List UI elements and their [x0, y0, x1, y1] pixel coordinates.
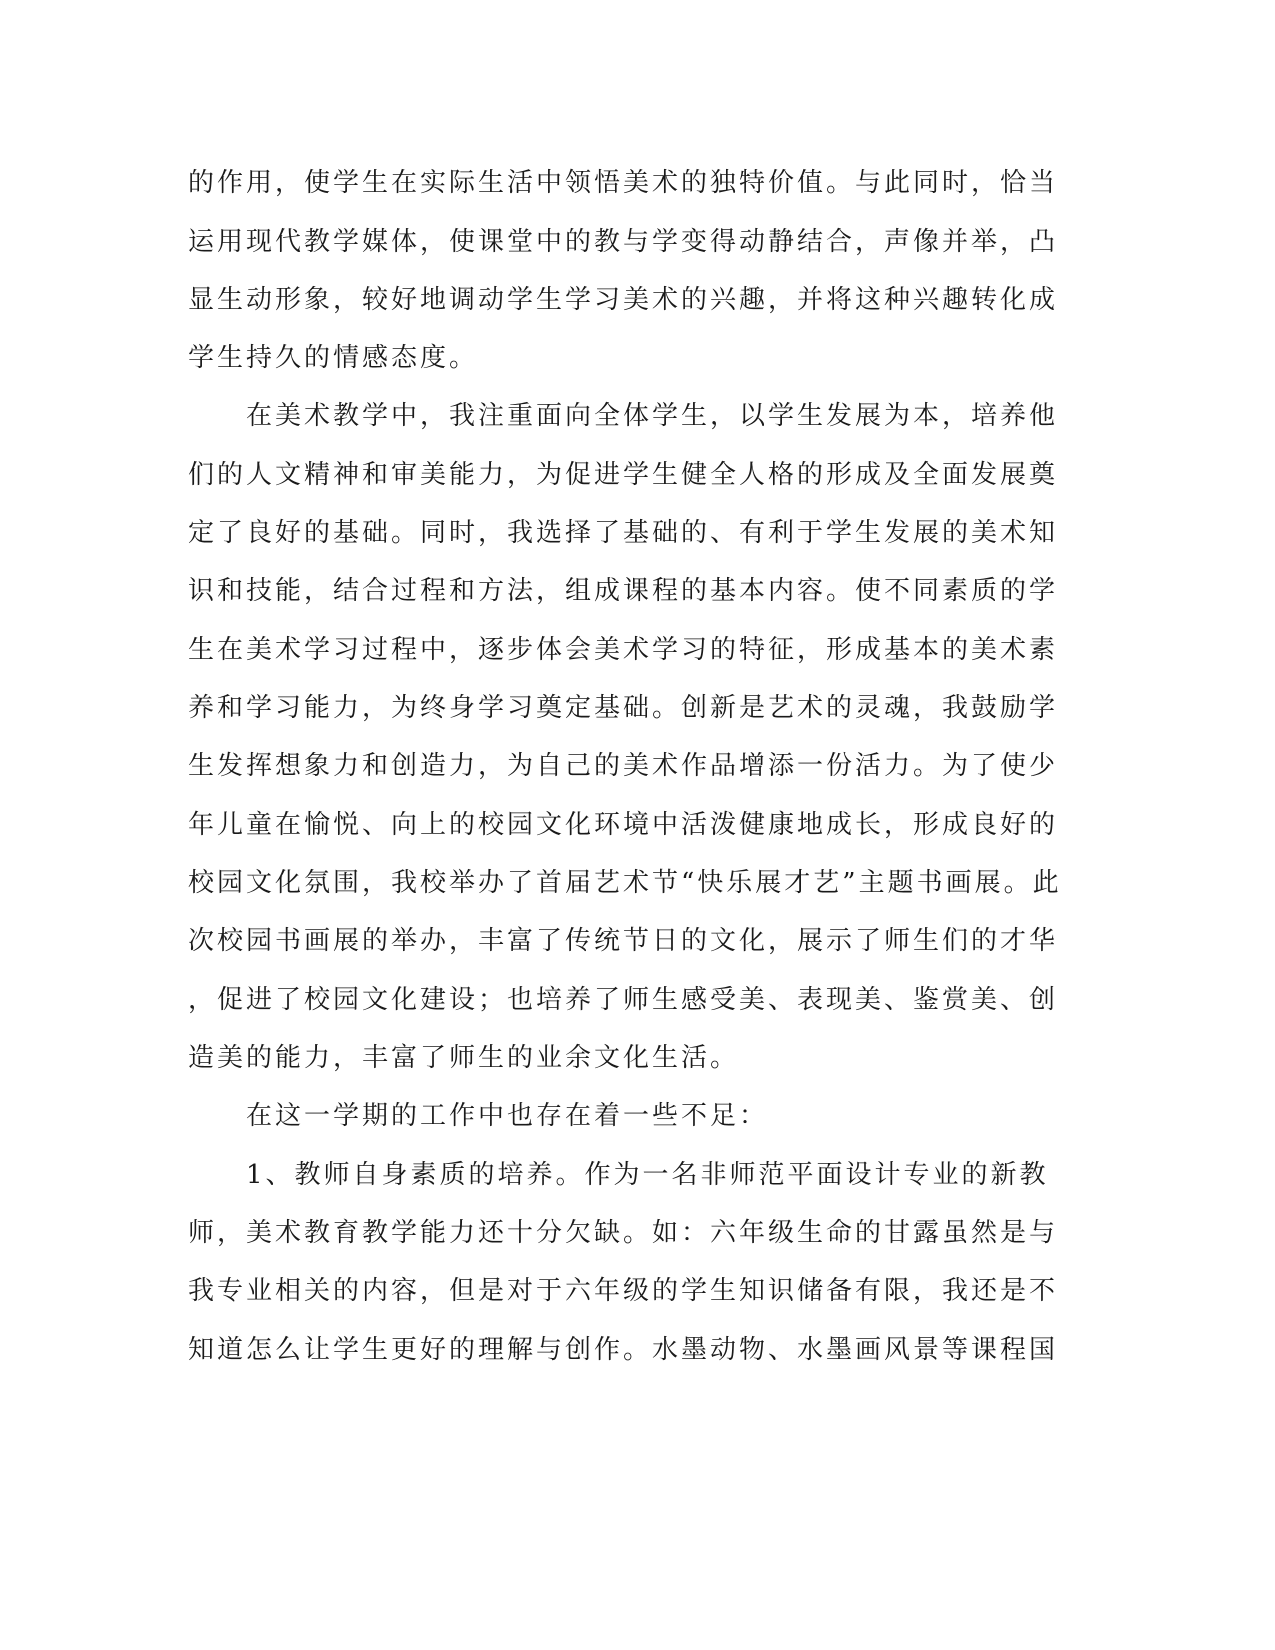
paragraph-start-line: 1、教师自身素质的培养。作为一名非师范平面设计专业的新教 — [188, 1160, 1049, 1190]
text-line: 生在美术学习过程中，逐步体会美术学习的特征，形成基本的美术素 — [188, 635, 1059, 665]
text-line: 运用现代教学媒体，使课堂中的教与学变得动静结合，声像并举，凸 — [188, 227, 1059, 257]
text-line: 们的人文精神和审美能力，为促进学生健全人格的形成及全面发展奠 — [188, 460, 1059, 490]
paragraph-start-line: 在美术教学中，我注重面向全体学生，以学生发展为本，培养他 — [188, 401, 1059, 431]
text-line: 我专业相关的内容，但是对于六年级的学生知识储备有限，我还是不 — [188, 1276, 1059, 1306]
text-line: 次校园书画展的举办，丰富了传统节日的文化，展示了师生们的才华 — [188, 926, 1059, 956]
text-line: 校园文化氛围，我校举办了首届艺术节“快乐展才艺”主题书画展。此 — [188, 868, 1062, 898]
text-line: 定了良好的基础。同时，我选择了基础的、有利于学生发展的美术知 — [188, 518, 1059, 548]
text-line: 的作用，使学生在实际生活中领悟美术的独特价值。与此同时，恰当 — [188, 168, 1059, 198]
text-line: 显生动形象，较好地调动学生学习美术的兴趣，并将这种兴趣转化成 — [188, 285, 1059, 315]
text-line: ，促进了校园文化建设；也培养了师生感受美、表现美、鉴赏美、创 — [188, 985, 1059, 1015]
text-line: 知道怎么让学生更好的理解与创作。水墨动物、水墨画风景等课程国 — [188, 1335, 1059, 1365]
text-line: 学生持久的情感态度。 — [188, 343, 479, 373]
text-line: 生发挥想象力和创造力，为自己的美术作品增添一份活力。为了使少 — [188, 751, 1059, 781]
text-line: 师，美术教育教学能力还十分欠缺。如：六年级生命的甘露虽然是与 — [188, 1218, 1059, 1248]
text-line: 造美的能力，丰富了师生的业余文化生活。 — [188, 1043, 740, 1073]
text-line: 年儿童在愉悦、向上的校园文化环境中活泼健康地成长，形成良好的 — [188, 810, 1059, 840]
text-line: 识和技能，结合过程和方法，组成课程的基本内容。使不同素质的学 — [188, 576, 1059, 606]
text-line: 养和学习能力，为终身学习奠定基础。创新是艺术的灵魂，我鼓励学 — [188, 693, 1059, 723]
paragraph-start-line: 在这一学期的工作中也存在着一些不足： — [188, 1101, 769, 1131]
